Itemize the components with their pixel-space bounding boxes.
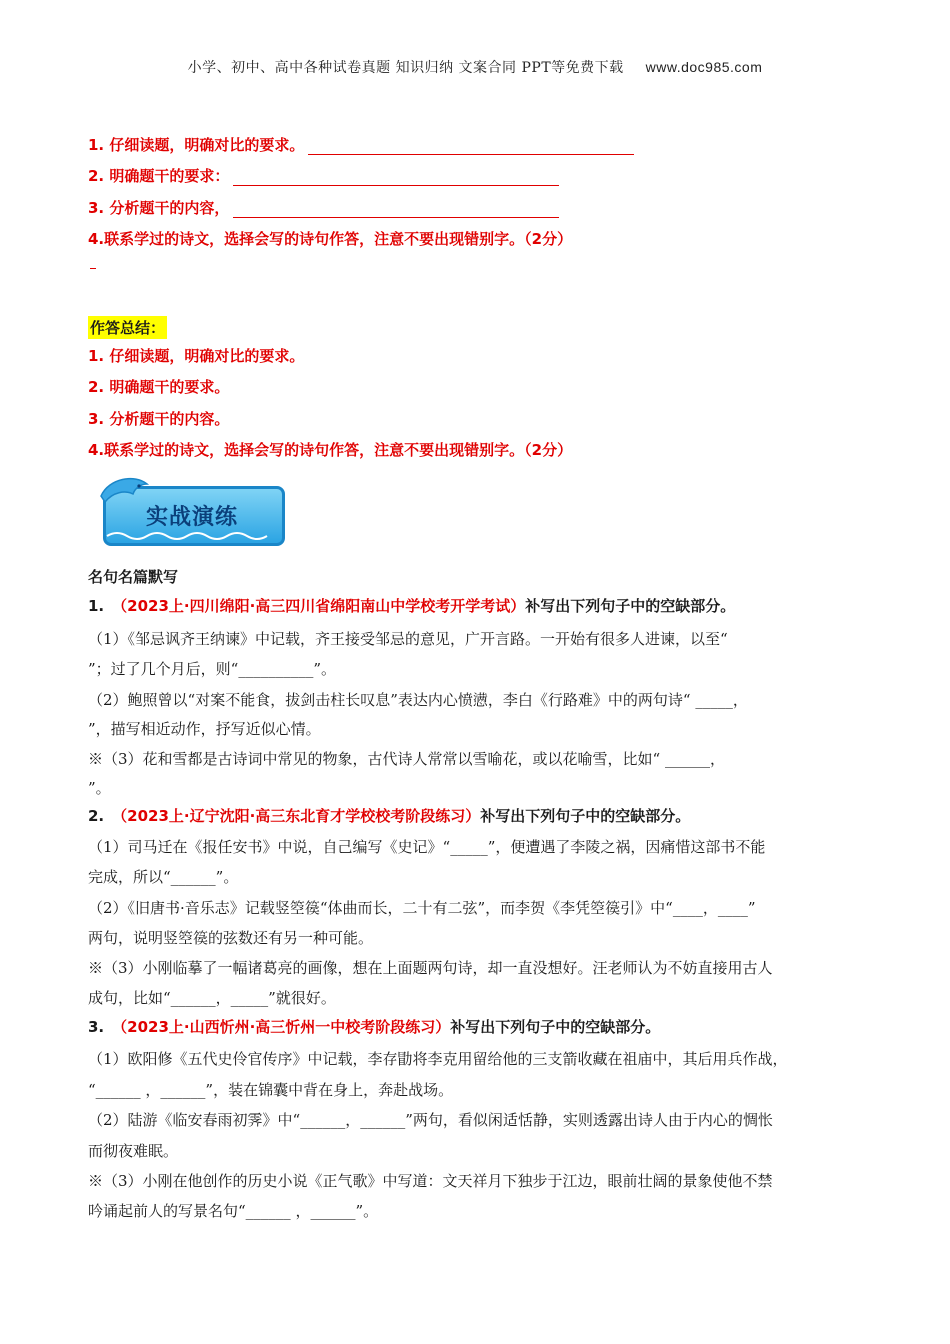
question-3-instruction: 补写出下列句子中的空缺部分。 xyxy=(450,1018,661,1036)
question-3-line: “______ ，______”，装在锦囊中背在身上，奔赴战场。 xyxy=(88,1081,454,1099)
question-1-line: ”。 xyxy=(88,779,111,797)
summary-item-2: 2. 明确题干的要求。 xyxy=(88,378,230,396)
question-1-line: ”；过了几个月后，则“__________”。 xyxy=(88,660,337,678)
question-2-line: 成句，比如“______，_____”就很好。 xyxy=(88,989,336,1007)
badge-label: 实战演练 xyxy=(145,505,238,530)
question-2-instruction: 补写出下列句子中的空缺部分。 xyxy=(480,807,691,825)
question-3-line: ※（3）小刚在他创作的历史小说《正气歌》中写道：文天祥月下独步于江边，眼前壮阔的景象使他不禁 xyxy=(88,1172,773,1190)
question-3-heading xyxy=(88,1016,660,1037)
question-1-heading xyxy=(88,595,735,616)
question-1-instruction: 补写出下列句子中的空缺部分。 xyxy=(525,597,736,615)
question-1-line: （2）鲍照曾以“对案不能食，拔剑击柱长叹息”表达内心愤懑，李白《行路难》中的两句诗“ _____， xyxy=(88,691,748,709)
question-2-line: ※（3）小刚临摹了一幅诸葛亮的画像，想在上面题两句诗，却一直没想好。汪老师认为不妨直接用古人 xyxy=(88,959,773,977)
question-3-line: 而彻夜难眠。 xyxy=(88,1142,179,1160)
step-2-text: 2. 明确题干的要求： xyxy=(88,167,230,185)
question-3-line: （1）欧阳修《五代史伶官传序》中记载，李存勖将李克用留给他的三支箭收藏在祖庙中，其后用兵作战， xyxy=(88,1050,788,1068)
question-1-line: ”，描写相近动作，抒写近似心情。 xyxy=(88,720,321,738)
step-1 xyxy=(88,134,634,155)
question-2-line: 完成，所以“______”。 xyxy=(88,868,239,886)
step-3-text: 3. 分析题干的内容， xyxy=(88,199,230,217)
step-2 xyxy=(88,165,559,186)
step-1-text: 1. 仔细读题，明确对比的要求。 xyxy=(88,136,305,154)
question-1-number: 1. xyxy=(88,597,105,615)
question-2-line: （2）《旧唐书·音乐志》记载竖箜篌“体曲而长，二十有二弦”，而李贺《李凭箜篌引》中“____，____” xyxy=(88,899,756,917)
header-url[interactable]: www.doc985.com xyxy=(645,59,763,75)
question-3-line: 吟诵起前人的写景名句“______ ，______”。 xyxy=(88,1202,379,1220)
question-1-line: ※（3）花和雪都是古诗词中常见的物象，古代诗人常常以雪喻花，或以花喻雪，比如“ ______， xyxy=(88,750,725,768)
header-text: 小学、初中、高中各种试卷真题 知识归纳 文案合同 PPT等免费下载 xyxy=(187,60,624,76)
question-2-line: （1）司马迁在《报任安书》中说，自己编写《史记》“_____”，便遭遇了李陵之祸，因痛惜这部书不能 xyxy=(88,838,766,856)
question-1-source: （2023上·四川绵阳·高三四川省绵阳南山中学校考开学考试） xyxy=(112,597,526,615)
step-1-blank[interactable] xyxy=(308,138,634,155)
short-dash xyxy=(90,268,96,269)
summary-item-1: 1. 仔细读题，明确对比的要求。 xyxy=(88,347,305,365)
step-3 xyxy=(88,197,559,218)
question-1-line: （1）《邹忌讽齐王纳谏》中记载，齐王接受邹忌的意见，广开言路。一开始有很多人进谏，以至“ xyxy=(88,630,728,648)
page-header xyxy=(0,57,950,77)
practice-badge xyxy=(95,474,289,550)
summary-item-3: 3. 分析题干的内容。 xyxy=(88,410,230,428)
step-4: 4.联系学过的诗文，选择会写的诗句作答，注意不要出现错别字。（2分） xyxy=(88,230,573,248)
question-2-source: （2023上·辽宁沈阳·高三东北育才学校校考阶段练习） xyxy=(112,807,481,825)
step-2-blank[interactable] xyxy=(233,169,559,186)
question-2-line: 两句，说明竖箜篌的弦数还有另一种可能。 xyxy=(88,929,374,947)
step-3-blank[interactable] xyxy=(233,201,559,218)
question-3-source: （2023上·山西忻州·高三忻州一中校考阶段练习） xyxy=(112,1018,451,1036)
summary-title: 作答总结： xyxy=(88,316,167,339)
section-title: 名句名篇默写 xyxy=(88,568,179,586)
question-2-heading xyxy=(88,805,690,826)
question-3-line: （2）陆游《临安春雨初霁》中“______，______”两句，看似闲适恬静，实则透露出诗人由于内心的惆怅 xyxy=(88,1111,773,1129)
question-2-number: 2. xyxy=(88,807,105,825)
question-3-number: 3. xyxy=(88,1018,105,1036)
summary-item-4: 4.联系学过的诗文，选择会写的诗句作答，注意不要出现错别字。（2分） xyxy=(88,441,573,459)
